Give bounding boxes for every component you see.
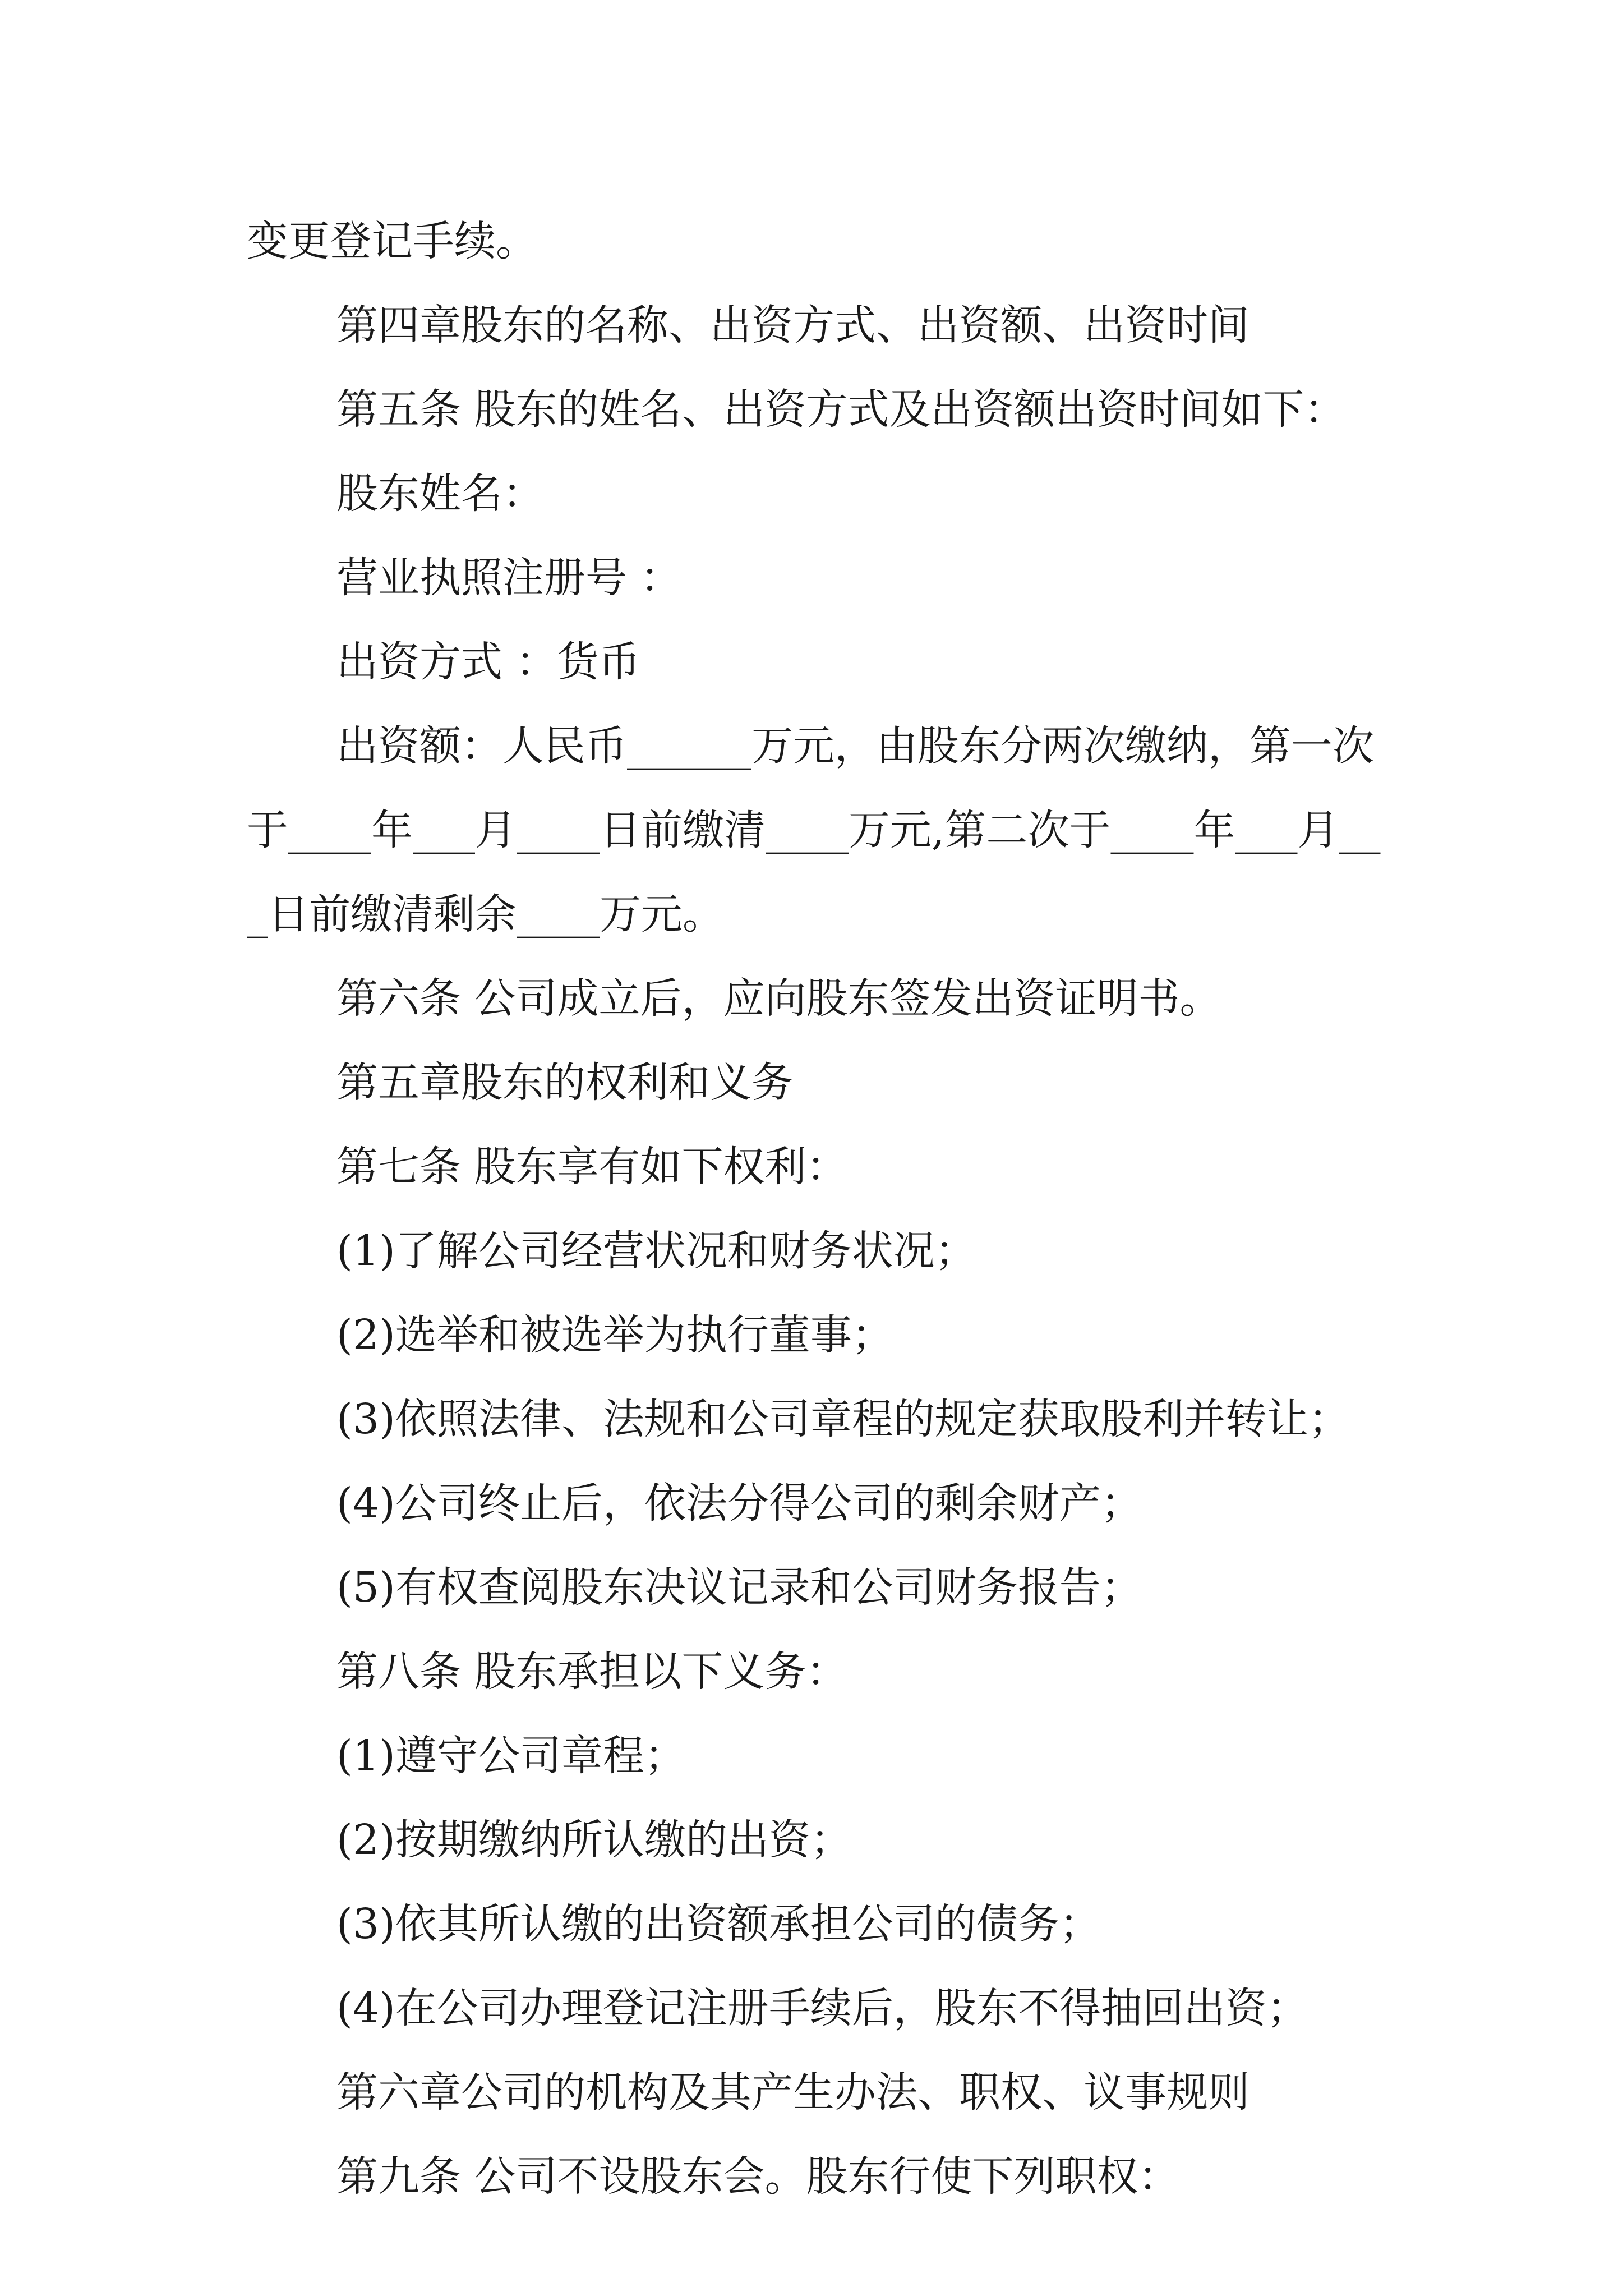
obligation-item-2: (2)按期缴纳所认缴的出资； [336,1816,852,1864]
contribution-method-field: 出资方式 ：货币 [336,638,640,686]
business-license-number-field: 营业执照注册号 ： [336,554,682,602]
article-8: 第八条 股东承担以下义务： [336,1648,848,1696]
obligation-item-1: (1)遵守公司章程； [336,1732,686,1780]
chapter-5-heading: 第五章股东的权利和义务 [336,1059,793,1107]
obligation-item-4: (4)在公司办理登记注册手续后，股东不得抽回出资； [336,1984,1308,2032]
right-item-3: (3)依照法律、法规和公司章程的规定获取股利并转让； [336,1395,1350,1443]
right-item-1: (1)了解公司经营状况和财务状况； [336,1227,976,1275]
right-item-4: (4)公司终止后，依法分得公司的剩余财产； [336,1479,1142,1527]
text-line-continuation: 变更登记手续。 [247,217,537,265]
right-item-5: (5)有权查阅股东决议记录和公司财务报告； [336,1563,1142,1612]
article-5: 第五条 股东的姓名、出资方式及出资额出资时间如下： [336,385,1346,434]
article-9: 第九条 公司不设股东会。股东行使下列职权： [336,2152,1180,2201]
right-item-2: (2)选举和被选举为执行董事； [336,1311,893,1359]
shareholder-name-field: 股东姓名： [336,470,544,518]
article-7: 第七条 股东享有如下权利： [336,1143,848,1191]
obligation-item-3: (3)依其所认缴的出资额承担公司的债务； [336,1900,1101,1948]
chapter-6-heading: 第六章公司的机构及其产生办法、职权、议事规则 [336,2068,1249,2116]
chapter-4-heading: 第四章股东的名称、出资方式、出资额、出资时间 [336,301,1249,349]
article-6: 第六条 公司成立后，应向股东签发出资证明书。 [336,974,1221,1023]
document-page [247,199,1391,2219]
contribution-amount-paragraph: 出资额：人民币______万元，由股东分两次缴纳，第一次于____年___月____日前缴清____万元,第二次于____年___月___日前缴清剩余____万元。 [247,722,1381,938]
